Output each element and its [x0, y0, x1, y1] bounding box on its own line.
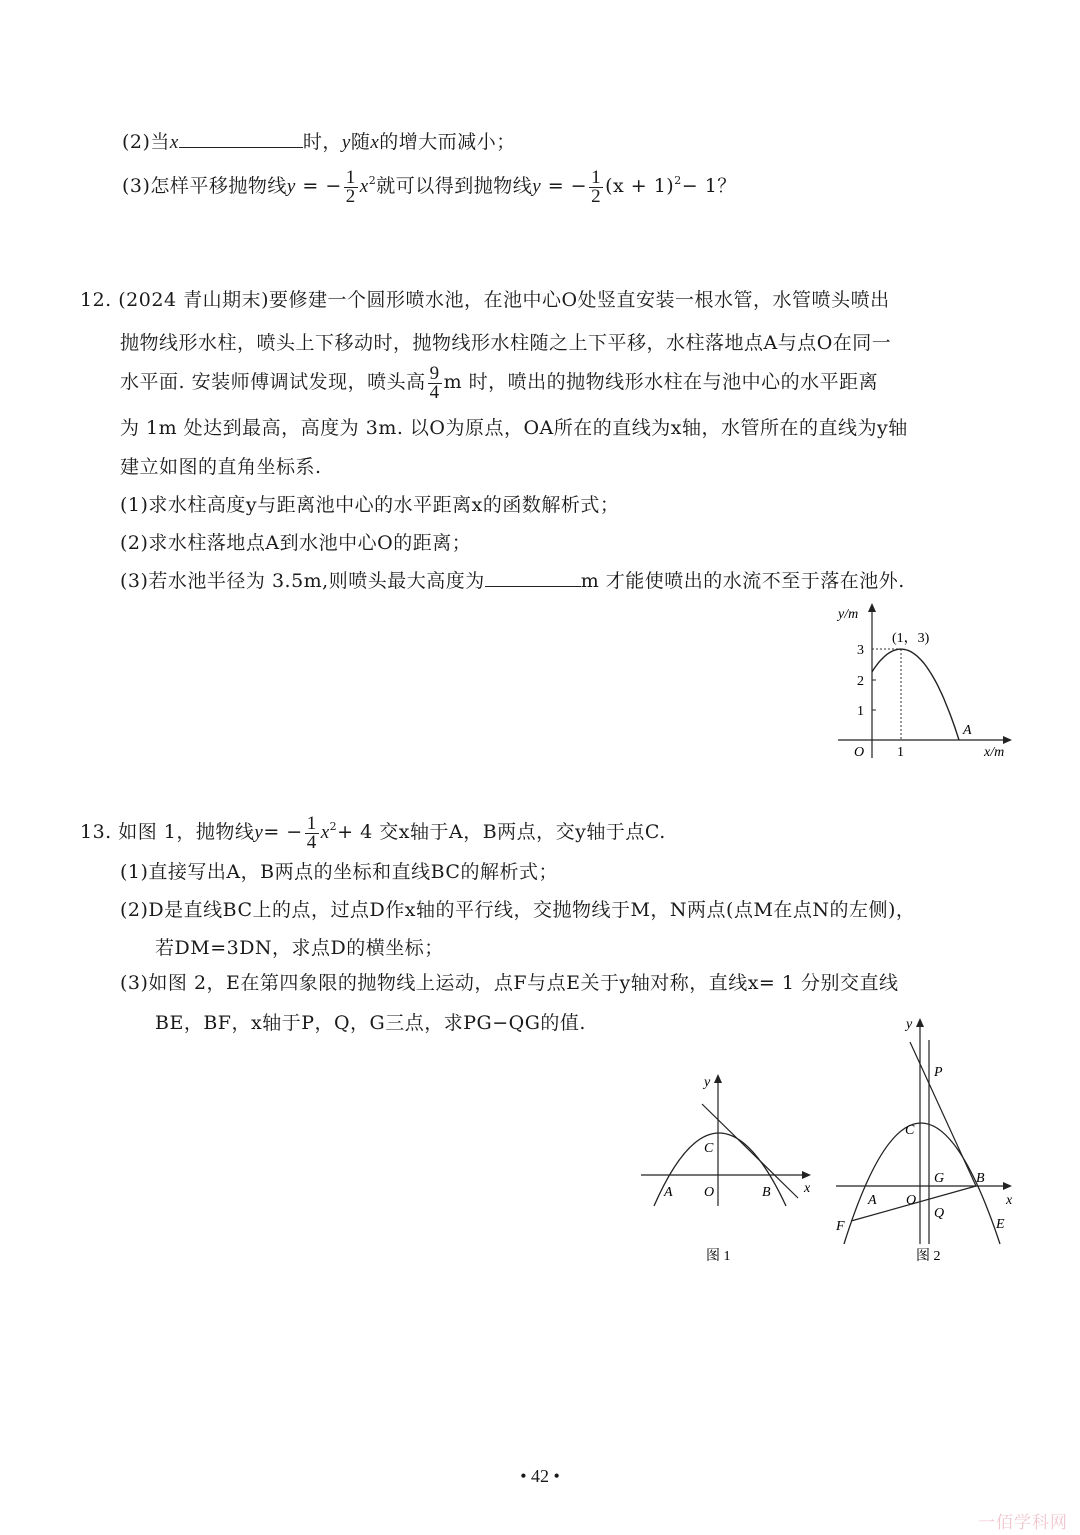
- x-tick-label-1: 1: [897, 745, 904, 760]
- text: (2024 青山期末)要修建一个圆形喷水池，在池中心O处竖直安装一根水管，水管喷头喷出: [118, 289, 890, 311]
- text: 随: [350, 131, 371, 153]
- text: BE，BF，x轴于P，Q，G三点，求PG−QG的值.: [155, 1012, 586, 1034]
- text: (1)求水柱高度y与距离池中心的水平距离x的函数解析式；: [120, 494, 620, 516]
- label-b: B: [762, 1185, 771, 1200]
- denominator: 4: [306, 831, 317, 853]
- x-axis-arrow-icon: [1003, 1182, 1012, 1190]
- page-number: • 42 •: [520, 1466, 560, 1486]
- q11-part3: [122, 163, 737, 206]
- y-axis-arrow-icon: [714, 1074, 722, 1083]
- label-q: Q: [934, 1206, 945, 1221]
- q12-line5: [120, 455, 322, 479]
- label-g: G: [934, 1171, 945, 1186]
- q13-part2-line2: [155, 936, 444, 960]
- y-axis-arrow-icon: [868, 603, 876, 612]
- text: 如图 1，抛物线: [118, 821, 255, 843]
- q12-part2: [120, 531, 471, 555]
- text: 就可以得到抛物线: [376, 175, 533, 197]
- q12-figure: [828, 598, 1018, 763]
- var: x: [320, 822, 330, 843]
- numerator: 1: [591, 166, 602, 188]
- exponent: 2: [674, 174, 682, 187]
- var: y: [532, 176, 542, 197]
- q13-line1: [80, 808, 666, 852]
- text: (2)当: [122, 131, 170, 153]
- text: = −: [541, 175, 588, 197]
- label-c: C: [704, 1141, 714, 1156]
- numerator: 1: [345, 166, 356, 188]
- question-number: 13.: [80, 821, 112, 843]
- q12-line3: [120, 364, 878, 402]
- figure-caption: 图 1: [706, 1249, 731, 1264]
- figure-caption: 图 2: [916, 1249, 941, 1264]
- var: y: [341, 132, 351, 153]
- var: x: [370, 132, 380, 153]
- q13-figure-2: [828, 1012, 1023, 1267]
- text: = −: [295, 175, 342, 197]
- text: 时，: [302, 131, 342, 153]
- fraction: [344, 166, 358, 207]
- text: 的增大而减小；: [379, 131, 516, 153]
- label-o: O: [704, 1185, 715, 1200]
- text: (3)如图 2，E在第四象限的抛物线上运动，点F与点E关于y轴对称，直线x= 1 分别交直线: [120, 972, 899, 994]
- label-x: x: [804, 1181, 811, 1196]
- label-y: y: [906, 1017, 913, 1032]
- text: = −: [263, 821, 303, 843]
- y-tick-label-3: 3: [857, 643, 864, 658]
- question-number: 12.: [80, 289, 112, 311]
- origin-label: O: [854, 745, 865, 760]
- exponent: 2: [329, 820, 338, 833]
- denominator: 2: [345, 185, 356, 207]
- y-axis-arrow-icon: [916, 1018, 924, 1027]
- text: (x + 1): [605, 175, 675, 197]
- text: 为 1m 处达到最高，高度为 3m. 以O为原点，OA所在的直线为x轴，水管所在的直线为y轴: [120, 417, 908, 439]
- label-p: P: [934, 1065, 943, 1080]
- y-axis-label: y/m: [838, 607, 859, 622]
- q12-part3: [120, 569, 905, 593]
- text: 若DM=3DN，求点D的横坐标；: [155, 937, 444, 959]
- q12-line4: [120, 416, 908, 440]
- y-tick-label-1: 1: [857, 704, 864, 719]
- watermark: 一佰学科网: [978, 1513, 1068, 1533]
- label-e: E: [996, 1217, 1005, 1232]
- text: (2)D是直线BC上的点，过点D作x轴的平行线，交抛物线于M，N两点(点M在点N的左侧)，: [120, 899, 916, 921]
- text: (2)求水柱落地点A到水池中心O的距离；: [120, 532, 472, 554]
- text: + 4 交x轴于A，B两点，交y轴于点C.: [337, 821, 666, 843]
- text: m 才能使喷出的水流不至于落在池外.: [580, 570, 905, 592]
- numerator: 1: [306, 812, 317, 834]
- x-axis-label: x/m: [984, 745, 1005, 760]
- x-axis-arrow-icon: [802, 1171, 811, 1179]
- text: (3)怎样平移抛物线: [122, 175, 287, 197]
- label-f: F: [836, 1219, 845, 1234]
- var: x: [169, 132, 179, 153]
- text: m 时，喷出的抛物线形水柱在与池中心的水平距离: [443, 371, 879, 393]
- point-a-label: A: [963, 723, 972, 738]
- label-o: O: [906, 1193, 917, 1208]
- q11-part2: [122, 130, 516, 155]
- label-y: y: [704, 1075, 711, 1090]
- exponent: 2: [368, 174, 377, 187]
- answer-blank[interactable]: [485, 570, 581, 587]
- text: (3)若水池半径为 3.5m,则喷头最大高度为: [120, 570, 485, 592]
- x-axis-arrow-icon: [1003, 736, 1012, 744]
- numerator: 9: [429, 362, 440, 384]
- label-a: A: [664, 1185, 673, 1200]
- fraction: [428, 362, 442, 403]
- label-a: A: [868, 1193, 877, 1208]
- answer-blank[interactable]: [179, 131, 303, 148]
- q13-figure-1: [636, 1068, 821, 1268]
- text: 建立如图的直角坐标系.: [120, 456, 322, 478]
- q13-part1: [120, 860, 558, 884]
- var: y: [254, 822, 264, 843]
- text: − 1？: [681, 175, 737, 197]
- denominator: 2: [591, 185, 602, 207]
- q12-line1: [80, 288, 890, 312]
- fraction: [589, 166, 603, 207]
- var: x: [359, 176, 369, 197]
- var: y: [286, 176, 296, 197]
- y-tick-label-2: 2: [857, 674, 864, 689]
- line-bc: [702, 1104, 798, 1198]
- text: 抛物线形水柱，喷头上下移动时，抛物线形水柱随之上下平移，水柱落地点A与点O在同一: [120, 332, 892, 354]
- label-c: C: [905, 1123, 915, 1138]
- q12-part1: [120, 493, 619, 517]
- q13-part2-line1: [120, 898, 915, 922]
- vertex-label: (1，3): [892, 631, 930, 646]
- denominator: 4: [429, 381, 440, 403]
- fraction: [305, 812, 319, 853]
- text: (1)直接写出A，B两点的坐标和直线BC的解析式；: [120, 861, 558, 883]
- label-x: x: [1006, 1193, 1013, 1208]
- parabola-curve: [872, 649, 959, 740]
- q12-line2: [120, 331, 891, 355]
- q13-part3-line2: [155, 1011, 586, 1035]
- q13-part3-line1: [120, 971, 899, 995]
- text: 水平面. 安装师傅调试发现，喷头高: [120, 371, 426, 393]
- label-b: B: [976, 1171, 985, 1186]
